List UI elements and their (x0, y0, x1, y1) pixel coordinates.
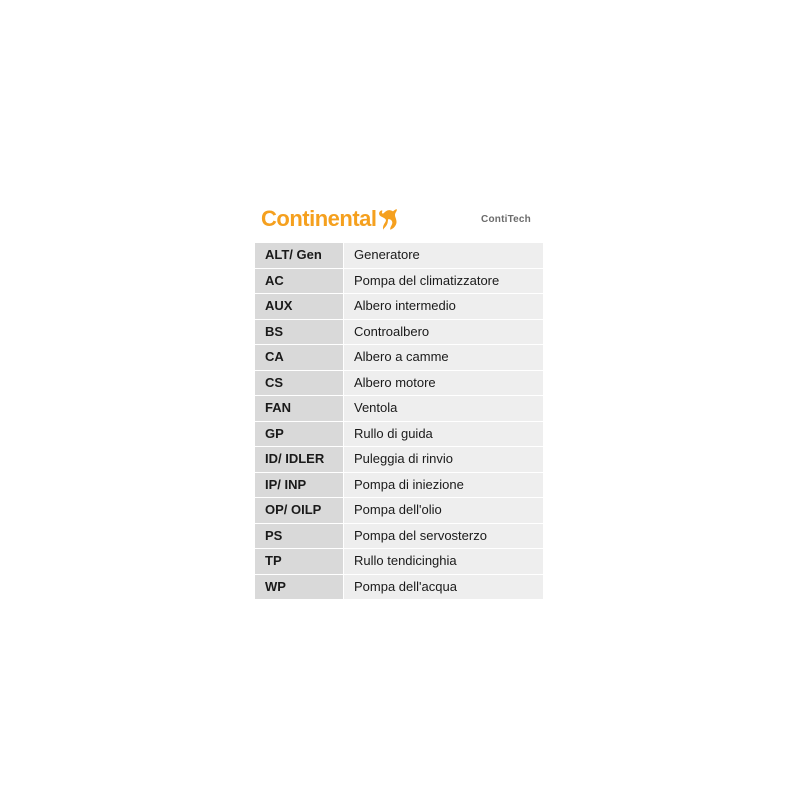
legend-code: GP (255, 421, 344, 447)
horse-icon (379, 207, 399, 231)
legend-description: Rullo di guida (344, 421, 544, 447)
table-row (255, 498, 543, 524)
legend-table-body (255, 243, 543, 600)
legend-table (255, 242, 543, 600)
table-row (255, 294, 543, 320)
legend-code: ALT/ Gen (255, 243, 344, 269)
sub-brand-label: ContiTech (481, 213, 531, 225)
table-row (255, 396, 543, 422)
brand-name: Continental (261, 206, 377, 231)
legend-description: Albero motore (344, 370, 544, 396)
legend-description: Pompa dell'olio (344, 498, 544, 524)
legend-description: Controalbero (344, 319, 544, 345)
legend-code: AUX (255, 294, 344, 320)
legend-card (255, 196, 543, 600)
continental-logo (261, 207, 399, 231)
table-row (255, 243, 543, 269)
table-row (255, 268, 543, 294)
legend-code: ID/ IDLER (255, 447, 344, 473)
legend-description: Albero intermedio (344, 294, 544, 320)
legend-description: Albero a camme (344, 345, 544, 371)
legend-code: IP/ INP (255, 472, 344, 498)
table-row (255, 574, 543, 600)
table-row (255, 549, 543, 575)
legend-code: TP (255, 549, 344, 575)
table-row (255, 421, 543, 447)
table-row (255, 319, 543, 345)
table-row (255, 447, 543, 473)
legend-description: Ventola (344, 396, 544, 422)
legend-description: Puleggia di rinvio (344, 447, 544, 473)
legend-code: FAN (255, 396, 344, 422)
legend-code: AC (255, 268, 344, 294)
table-row (255, 370, 543, 396)
legend-code: OP/ OILP (255, 498, 344, 524)
legend-code: PS (255, 523, 344, 549)
table-row (255, 472, 543, 498)
table-row (255, 523, 543, 549)
legend-code: CS (255, 370, 344, 396)
legend-code: CA (255, 345, 344, 371)
legend-code: WP (255, 574, 344, 600)
legend-description: Pompa dell'acqua (344, 574, 544, 600)
legend-description: Pompa del servosterzo (344, 523, 544, 549)
brand-header (255, 196, 543, 242)
legend-description: Generatore (344, 243, 544, 269)
legend-description: Pompa di iniezione (344, 472, 544, 498)
legend-description: Rullo tendicinghia (344, 549, 544, 575)
table-row (255, 345, 543, 371)
legend-description: Pompa del climatizzatore (344, 268, 544, 294)
legend-code: BS (255, 319, 344, 345)
